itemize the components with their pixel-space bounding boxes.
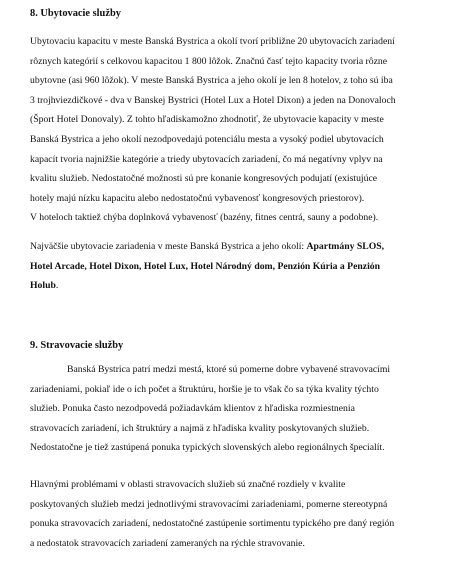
text-line: rôznych kategórií s celkovou kapacitou 1 800 lôžok. Značnú časť tejto kapacity tvoria rôzne xyxy=(30,55,388,67)
text-line xyxy=(30,257,454,277)
text-line: ubytovne (asi 960 lôžok). V meste Banská Bystrica a jeho okolí je len 8 hotelov, z toho sú iba xyxy=(30,75,393,87)
section-8-paragraph-1 xyxy=(30,32,454,228)
text-line: Banská Bystrica a jeho okolí nezodpovedajú potenciálu mesta a vysoký podiel ubytovacích xyxy=(30,133,384,145)
text-line: stravovacích zariadení, ich štruktúry a najmä z hľadiska kvality poskytovaných služieb. xyxy=(30,422,370,434)
text-line: kvalitu služieb. Nedostatočné možnosti sú pre konanie kongresových podujatí (existujúce xyxy=(30,173,378,185)
text-line: Hlavnými problémami v oblasti stravovacích služieb sú značné rozdiely v kvalite xyxy=(30,479,346,490)
text-line: a nedostatok stravovacích zariadení zameraných na rýchle stravovanie. xyxy=(30,537,305,549)
text-line: služieb. Ponuka často nezodpovedá požiadavkám klientov z hľadiska rozmiestnenia xyxy=(30,403,355,415)
text-line: zariadeniami, pokiaľ ide o ich počet a štruktúru, horšie je to však čo sa týka kvality týchto xyxy=(30,383,379,395)
text-line xyxy=(30,276,454,296)
section-9-paragraph-2 xyxy=(30,475,454,553)
text-line: (Šport Hotel Donovaly). Z tohto hľadiskamožno zhodnotiť, že ubytovacie kapacity v meste xyxy=(30,114,384,126)
text-line: Nedostatočne je tiež zastúpená ponuka typických slovenských alebo regionálnych špecialít. xyxy=(30,442,385,454)
text-line: ponuka stravovacích zariadení, nedostatočné zastúpenie sortimentu typického pre daný región xyxy=(30,518,395,530)
hotel-names: Apartmány SLOS, xyxy=(306,241,385,252)
section-8-heading: 8. Ubytovacie služby xyxy=(30,8,121,19)
text-line: kapacít tvoria najnižšie kategórie a triedy ubytovacích zariadení, čo má negatívny vplyv na xyxy=(30,153,383,165)
text-line: 3 trojhviezdičkové - dva v Banskej Bystrici (Hotel Lux a Hotel Dixon) a jeden na Donovaloch xyxy=(30,94,396,106)
section-9-heading: 9. Stravovacie služby xyxy=(30,340,124,351)
text-line: V hoteloch taktiež chýba doplnková vybavenosť (bazény, fitnes centrá, sauny a podobne). xyxy=(30,212,379,224)
hotel-names: Hotel Arcade, Hotel Dixon, Hotel Lux, Hotel Národný dom, Penzión Kúria a Penzión xyxy=(30,260,380,272)
text-line: poskytovaných služieb medzi jednotlivými stravovacími zariadeniami, pomerne stereotypná xyxy=(30,498,388,510)
text-line xyxy=(30,237,454,257)
hotel-names: Holub xyxy=(30,280,56,292)
period: . xyxy=(55,280,59,292)
intro-text: Najväčšie ubytovacie zariadenia v meste Banská Bystrica a jeho okolí: xyxy=(30,241,307,252)
text-line: Banská Bystrica patrí medzi mestá, ktoré sú pomerne dobre vybavené stravovacími xyxy=(67,364,391,375)
section-8-paragraph-2 xyxy=(30,237,454,296)
section-9-paragraph-1 xyxy=(30,360,454,458)
text-line: Ubytovaciu kapacitu v meste Banská Bystrica a okolí tvorí približne 20 ubytovacích zariadení xyxy=(30,36,395,47)
text-line: hotely majú nízku kapacitu alebo nedostatočnú vybavenosť kongresových priestorov). xyxy=(30,192,365,204)
